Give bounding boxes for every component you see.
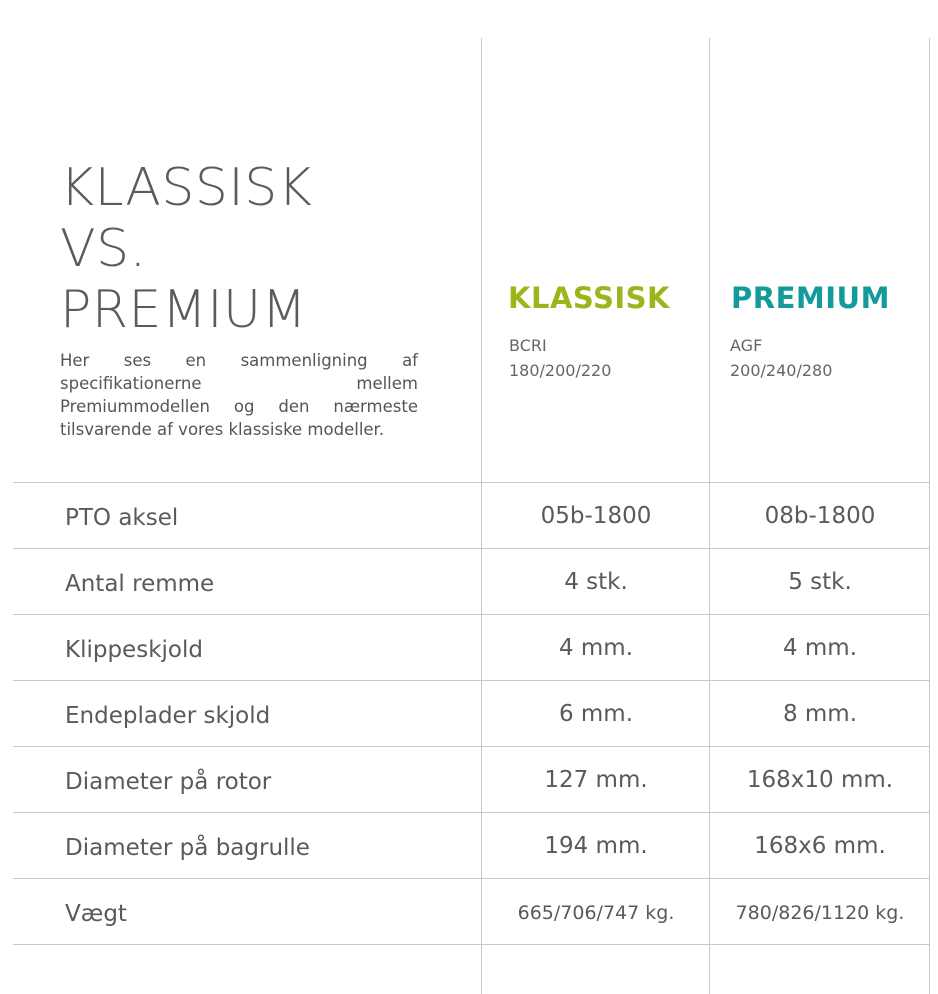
table-row — [0, 549, 938, 615]
premium-model-sizes: 200/240/280 — [730, 361, 833, 380]
row-label: Antal remme — [65, 571, 215, 597]
klassisk-value: 127 mm. — [544, 767, 648, 793]
klassisk-value: 4 mm. — [558, 635, 634, 661]
klassisk-model-sizes: 180/200/220 — [509, 361, 612, 380]
table-row — [0, 813, 938, 879]
page-title — [60, 158, 312, 341]
table-row — [0, 615, 938, 681]
table-row — [0, 879, 938, 945]
klassisk-model-info — [509, 333, 659, 383]
premium-value: 780/826/1120 kg. — [735, 902, 905, 924]
klassisk-value: 665/706/747 kg. — [517, 902, 675, 924]
row-label: PTO aksel — [65, 505, 179, 531]
row-label: Vægt — [65, 901, 127, 927]
row-label: Klippeskjold — [65, 637, 203, 663]
table-row — [0, 483, 938, 549]
table-row — [0, 681, 938, 747]
premium-model-name: AGF — [730, 336, 763, 355]
klassisk-value: 4 stk. — [564, 569, 628, 595]
row-label: Diameter på rotor — [65, 769, 272, 795]
klassisk-value: 6 mm. — [558, 701, 634, 727]
row-label: Diameter på bagrulle — [65, 835, 310, 861]
premium-value: 4 mm. — [782, 635, 858, 661]
klassisk-column-heading: KLASSISK — [508, 281, 671, 315]
klassisk-model-name: BCRI — [509, 336, 547, 355]
premium-value: 168x6 mm. — [754, 833, 886, 859]
klassisk-value: 05b-1800 — [540, 503, 652, 529]
title-line-3: PREMIUM — [60, 280, 307, 340]
title-line-2: VS. — [60, 219, 147, 279]
table-row — [0, 747, 938, 813]
premium-value: 168x10 mm. — [746, 767, 894, 793]
premium-value: 8 mm. — [782, 701, 858, 727]
title-line-1: KLASSISK — [60, 158, 313, 218]
klassisk-value: 194 mm. — [544, 833, 648, 859]
premium-value: 08b-1800 — [764, 503, 876, 529]
row-label: Endeplader skjold — [65, 703, 271, 729]
description-text: Her ses en sammenligning af specifikationerne mellem Premiummodellen og den nærmeste tilsvarende af vores klassiske modeller. — [60, 351, 418, 439]
premium-column-heading: PREMIUM — [731, 281, 890, 315]
premium-model-info — [730, 333, 880, 383]
premium-value: 5 stk. — [788, 569, 852, 595]
